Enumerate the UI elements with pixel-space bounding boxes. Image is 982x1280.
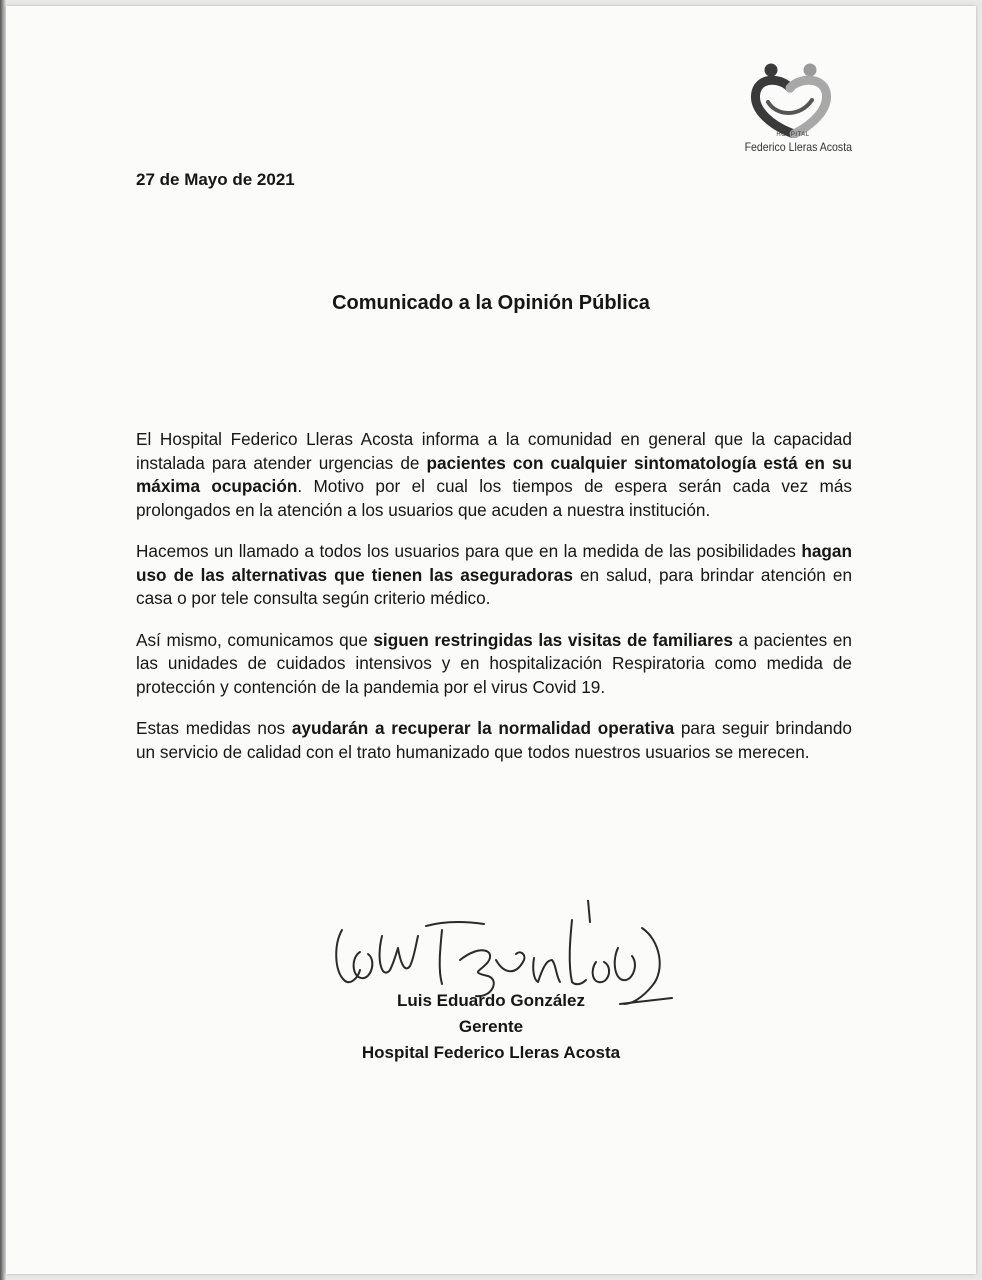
paragraph-4-emphasis: ayudarán a recuperar la normalidad operativa — [291, 718, 675, 738]
paragraph-1-emphasis: pacientes con cualquier sintomatología está en su máxima ocupación — [136, 452, 852, 496]
paragraph-4-text-a: Estas medidas nos — [136, 718, 292, 738]
paragraph-1 — [136, 428, 852, 522]
signatory-organization: Hospital Federico Lleras Acosta — [361, 1043, 621, 1062]
document-body — [136, 428, 852, 782]
paragraph-3 — [136, 629, 852, 700]
paragraph-2 — [136, 540, 852, 611]
paragraph-2-text-a: Hacemos un llamado a todos los usuarios para que en la medida de las posibilidades — [136, 541, 802, 561]
document-date: 27 de Mayo de 2021 — [136, 170, 295, 189]
logo-hospital-name: Federico Lleras Acosta — [744, 140, 853, 154]
paragraph-2-emphasis: hagan uso de las alternativas que tienen las aseguradoras — [136, 541, 852, 585]
paragraph-2-text-c: en salud, para brindar atención en casa o por tele consulta según criterio médico. — [136, 564, 852, 608]
signatory-name: Luis Eduardo González — [397, 991, 585, 1010]
hospital-logo — [738, 58, 853, 174]
paragraph-4 — [136, 717, 852, 764]
paragraph-3-text-c: a pacientes en las unidades de cuidados intensivos y en hospitalización Respiratoria como medida de protección y contención de la pandemia por el virus Covid 19. — [136, 629, 852, 697]
signatory-role: Gerente — [458, 1017, 524, 1036]
logo-small-text: HOSPITAL — [776, 132, 810, 138]
hospital-heart-logo-icon — [738, 58, 848, 138]
paragraph-3-text-a: Así mismo, comunicamos que — [136, 629, 374, 650]
document-title: Comunicado a la Opinión Pública — [332, 292, 650, 314]
handwritten-signature — [320, 900, 680, 1020]
paragraph-4-text-c: para seguir brindando un servicio de calidad con el trato humanizado que todos nuestros usuarios se merecen. — [136, 718, 852, 762]
paragraph-3-emphasis: siguen restringidas las visitas de familiares — [373, 629, 733, 650]
paragraph-1-text-c: . Motivo por el cual los tiempos de espera serán cada vez más prolongados en la atención a los usuarios que acuden a nuestra institución. — [136, 476, 852, 520]
paragraph-1-text-a: El Hospital Federico Lleras Acosta informa a la comunidad en general que la capacidad instalada para atender urgencias de — [136, 429, 852, 473]
